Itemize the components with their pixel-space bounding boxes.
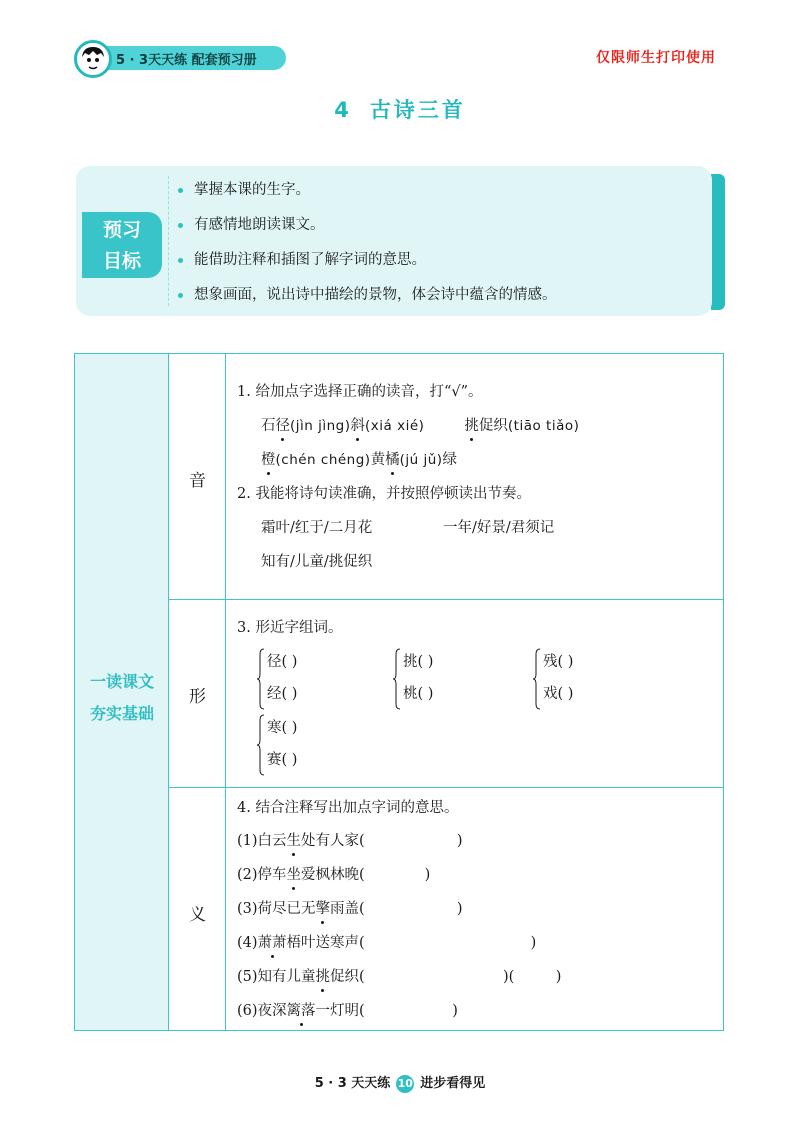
brace-icon: [257, 714, 265, 776]
item-text: (2)停车: [237, 867, 287, 883]
item-text: 雨盖(: [330, 901, 365, 917]
item-text: ): [456, 833, 463, 849]
item-text: ): [452, 1003, 458, 1019]
answer-blank[interactable]: )(: [364, 969, 556, 985]
footer-slogan: 进步看得见: [420, 1076, 486, 1091]
objective-item: 能借助注释和插图了解字词的意思。: [176, 248, 557, 283]
category-meaning-cell: [169, 788, 226, 1030]
meaning-item: [237, 865, 430, 885]
group-word-input[interactable]: 径( ): [267, 654, 298, 670]
category-shape-cell: [169, 600, 226, 787]
section-title-line2: 夯实基础: [89, 704, 154, 723]
page-number: 10: [396, 1075, 414, 1093]
category-shape: 形: [189, 687, 206, 707]
brand-text: 5 · 3天天练 配套预习册: [116, 53, 257, 68]
dotted-char: 挑: [315, 969, 331, 985]
brace-icon: [393, 648, 401, 710]
answer-blank[interactable]: [365, 833, 457, 849]
item-text: (1)白云: [237, 833, 287, 849]
objective-item: 想象画面，说出诗中描绘的景物，体会诗中蕴含的情感。: [176, 283, 557, 318]
row-shape: [169, 599, 723, 787]
item-text: (4): [237, 935, 258, 951]
meaning-item: [237, 1001, 458, 1021]
objectives-list: [176, 178, 557, 318]
answer-blank[interactable]: [365, 935, 531, 951]
dotted-char: 萧萧: [257, 935, 287, 951]
word-text: 石: [261, 418, 276, 434]
answer-blank[interactable]: [365, 901, 457, 917]
answer-blank[interactable]: [365, 1003, 453, 1019]
item-text: ): [424, 867, 431, 883]
meaning-item: [237, 899, 463, 919]
item-text: 促织(: [330, 969, 365, 985]
print-notice: 仅限师生打印使用: [596, 50, 716, 66]
group-word-input[interactable]: 经( ): [267, 686, 298, 702]
lesson-number: 4: [334, 98, 352, 122]
footer-brand: 5 · 3 天天练: [314, 1076, 391, 1091]
question-3: 3. 形近字组词。: [237, 620, 343, 636]
dotted-char: 生: [286, 833, 302, 849]
row-sound: [169, 354, 723, 599]
objectives-tab-decoration: [711, 174, 725, 310]
brand-badge: [74, 40, 286, 74]
mascot-avatar-icon: [74, 40, 112, 78]
pinyin-choice[interactable]: (jìn jìng): [290, 418, 351, 434]
lesson-name: 古诗三首: [369, 98, 466, 122]
brace-icon: [257, 648, 265, 710]
category-sound-cell: [169, 354, 226, 599]
question-4: 4. 结合注释写出加点字词的意思。: [237, 800, 459, 816]
item-text: 梧叶送寒声(: [286, 935, 365, 951]
poem-line-1a: 霜叶/红于/二月花: [261, 520, 373, 536]
row-meaning: [169, 787, 723, 1030]
dotted-char: 斜: [350, 418, 366, 434]
dotted-char: 径: [275, 418, 290, 434]
dotted-char: 篱落: [286, 1003, 316, 1019]
q1-row2: [261, 450, 457, 470]
objectives-label-line1: 预习: [102, 219, 141, 241]
meaning-item: [237, 831, 463, 851]
dotted-char: 橘: [385, 452, 400, 468]
pinyin-choice[interactable]: (tiāo tiǎo): [507, 418, 580, 434]
poem-line-2: 知有/儿童/挑促织: [261, 554, 373, 570]
item-text: 爱枫林晚(: [301, 867, 365, 883]
item-text: (5)知有儿童: [237, 969, 316, 985]
dotted-char: 擎: [315, 901, 331, 917]
word-text: 黄: [370, 452, 386, 468]
section-title: [75, 666, 169, 730]
question-2: 2. 我能将诗句读准确，并按照停顿读出节奏。: [237, 486, 531, 502]
objectives-divider: [168, 176, 169, 306]
group-word-input[interactable]: 戏( ): [543, 686, 574, 702]
lesson-title: [0, 94, 800, 124]
item-text: 一灯明(: [315, 1003, 365, 1019]
category-meaning: 义: [189, 905, 206, 925]
category-sound: 音: [189, 471, 206, 491]
q1-row1: [261, 416, 579, 436]
pinyin-choice[interactable]: (jú jǔ): [399, 452, 443, 468]
poem-line-1b: 一年/好景/君须记: [443, 520, 555, 536]
word-text: 绿: [442, 452, 458, 468]
item-text: (3)荷尽已无: [237, 901, 316, 917]
objectives-label-line2: 目标: [102, 250, 141, 272]
meaning-item: [237, 967, 561, 987]
brace-icon: [533, 648, 541, 710]
group-word-input[interactable]: 寒( ): [267, 720, 298, 736]
item-text: (6)夜深: [237, 1003, 287, 1019]
objective-item: 掌握本课的生字。: [176, 178, 557, 213]
page-footer: [0, 1072, 800, 1093]
group-word-input[interactable]: 残( ): [543, 654, 574, 670]
answer-blank[interactable]: [365, 867, 425, 883]
dotted-char: 坐: [286, 867, 302, 883]
meaning-item: [237, 933, 536, 953]
objectives-label: [82, 212, 162, 278]
question-1: 1. 给加点字选择正确的读音，打“√”。: [237, 384, 483, 400]
exercise-table: [74, 353, 724, 1031]
word-text: 促织: [478, 418, 508, 434]
item-text: ): [555, 969, 562, 985]
item-text: ): [530, 935, 537, 951]
pinyin-choice[interactable]: (chén chéng): [275, 452, 371, 468]
item-text: ): [456, 901, 463, 917]
section-title-line1: 一读课文: [89, 672, 154, 691]
group-word-input[interactable]: 桃( ): [403, 686, 434, 702]
group-word-input[interactable]: 挑( ): [403, 654, 434, 670]
item-text: 处有人家(: [301, 833, 365, 849]
section-column: [75, 354, 169, 1030]
pinyin-choice[interactable]: (xiá xié): [365, 418, 425, 434]
objective-item: 有感情地朗读课文。: [176, 213, 557, 248]
dotted-char: 橙: [261, 452, 276, 468]
group-word-input[interactable]: 赛( ): [267, 752, 298, 768]
dotted-char: 挑: [464, 418, 479, 434]
